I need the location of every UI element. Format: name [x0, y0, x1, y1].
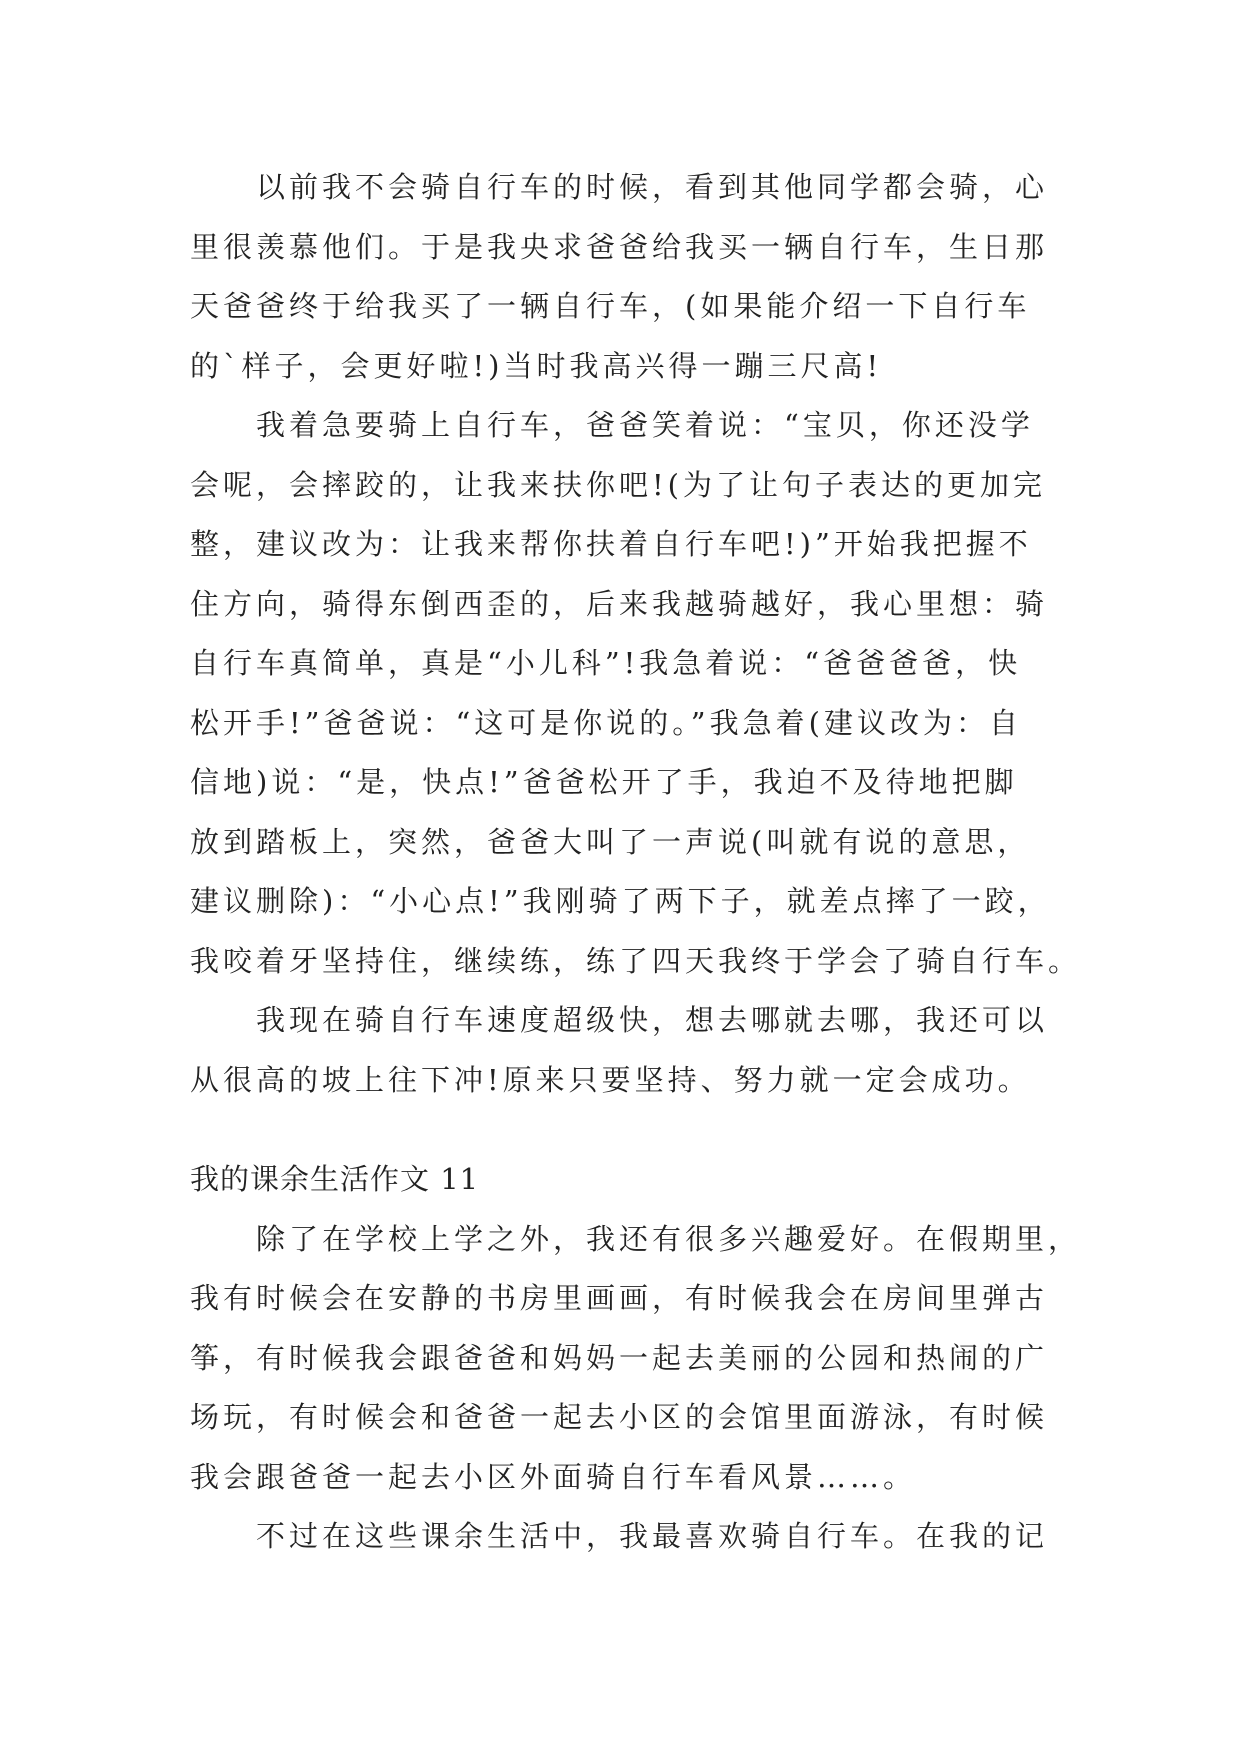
essay-heading: 我的课余生活作文 11: [190, 1162, 480, 1196]
paragraph-line: 建议删除)：“小心点!”我刚骑了两下子，就差点摔了一跤，: [190, 884, 1051, 918]
paragraph-line: 从很高的坡上往下冲!原来只要坚持、努力就一定会成功。: [190, 1062, 1031, 1097]
paragraph-line: 筝，有时候我会跟爸爸和妈妈一起去美丽的公园和热闹的广: [190, 1340, 1049, 1375]
paragraph-line: 会呢，会摔跤的，让我来扶你吧!(为了让句子表达的更加完: [190, 467, 1046, 502]
paragraph-line: 我有时候会在安静的书房里画画，有时候我会在房间里弹古: [190, 1281, 1049, 1315]
paragraph-line: 整，建议改为：让我来帮你扶着自行车吧!)”开始我把握不: [190, 527, 1032, 561]
paragraph-line: 不过在这些课余生活中，我最喜欢骑自行车。在我的记: [256, 1519, 1049, 1553]
paragraph-line: 放到踏板上，突然，爸爸大叫了一声说(叫就有说的意思，: [190, 824, 1031, 859]
paragraph-line: 天爸爸终于给我买了一辆自行车，(如果能介绍一下自行车: [190, 289, 1031, 323]
paragraph-line: 我现在骑自行车速度超级快，想去哪就去哪，我还可以: [256, 1003, 1049, 1037]
paragraph-line: 以前我不会骑自行车的时候，看到其他同学都会骑，心: [256, 170, 1049, 204]
paragraph-practice-story: [190, 396, 1082, 991]
paragraph-conclusion: [190, 991, 1050, 1110]
paragraph-line: 除了在学校上学之外，我还有很多兴趣爱好。在假期里，: [256, 1221, 1082, 1256]
paragraph-line: 我会跟爸爸一起去小区外面骑自行车看风景……。: [190, 1459, 917, 1494]
paragraph-favorite-activity: [190, 1507, 1050, 1567]
document-body: [190, 158, 1082, 1567]
paragraph-line: 的`样子，会更好啦!)当时我高兴得一蹦三尺高!: [190, 348, 883, 383]
paragraph-line: 场玩，有时候会和爸爸一起去小区的会馆里面游泳，有时候: [190, 1400, 1049, 1434]
paragraph-line: 松开手!”爸爸说：“这可是你说的。”我急着(建议改为：自: [190, 705, 1022, 740]
paragraph-line: 我咬着牙坚持住，继续练，练了四天我终于学会了骑自行车。: [190, 943, 1082, 978]
paragraph-line: 里很羡慕他们。于是我央求爸爸给我买一辆自行车，生日那: [190, 229, 1049, 264]
paragraph-hobbies: [190, 1210, 1082, 1508]
paragraph-line: 自行车真简单，真是“小儿科”!我急着说：“爸爸爸爸，快: [190, 646, 1022, 680]
paragraph-line: 住方向，骑得东倒西歪的，后来我越骑越好，我心里想：骑: [190, 586, 1049, 621]
paragraph-line: 信地)说：“是，快点!”爸爸松开了手，我迫不及待地把脚: [190, 765, 1018, 799]
paragraph-line: 我着急要骑上自行车，爸爸笑着说：“宝贝，你还没学: [256, 408, 1034, 442]
paragraph-learning-to-ride: [190, 158, 1050, 396]
